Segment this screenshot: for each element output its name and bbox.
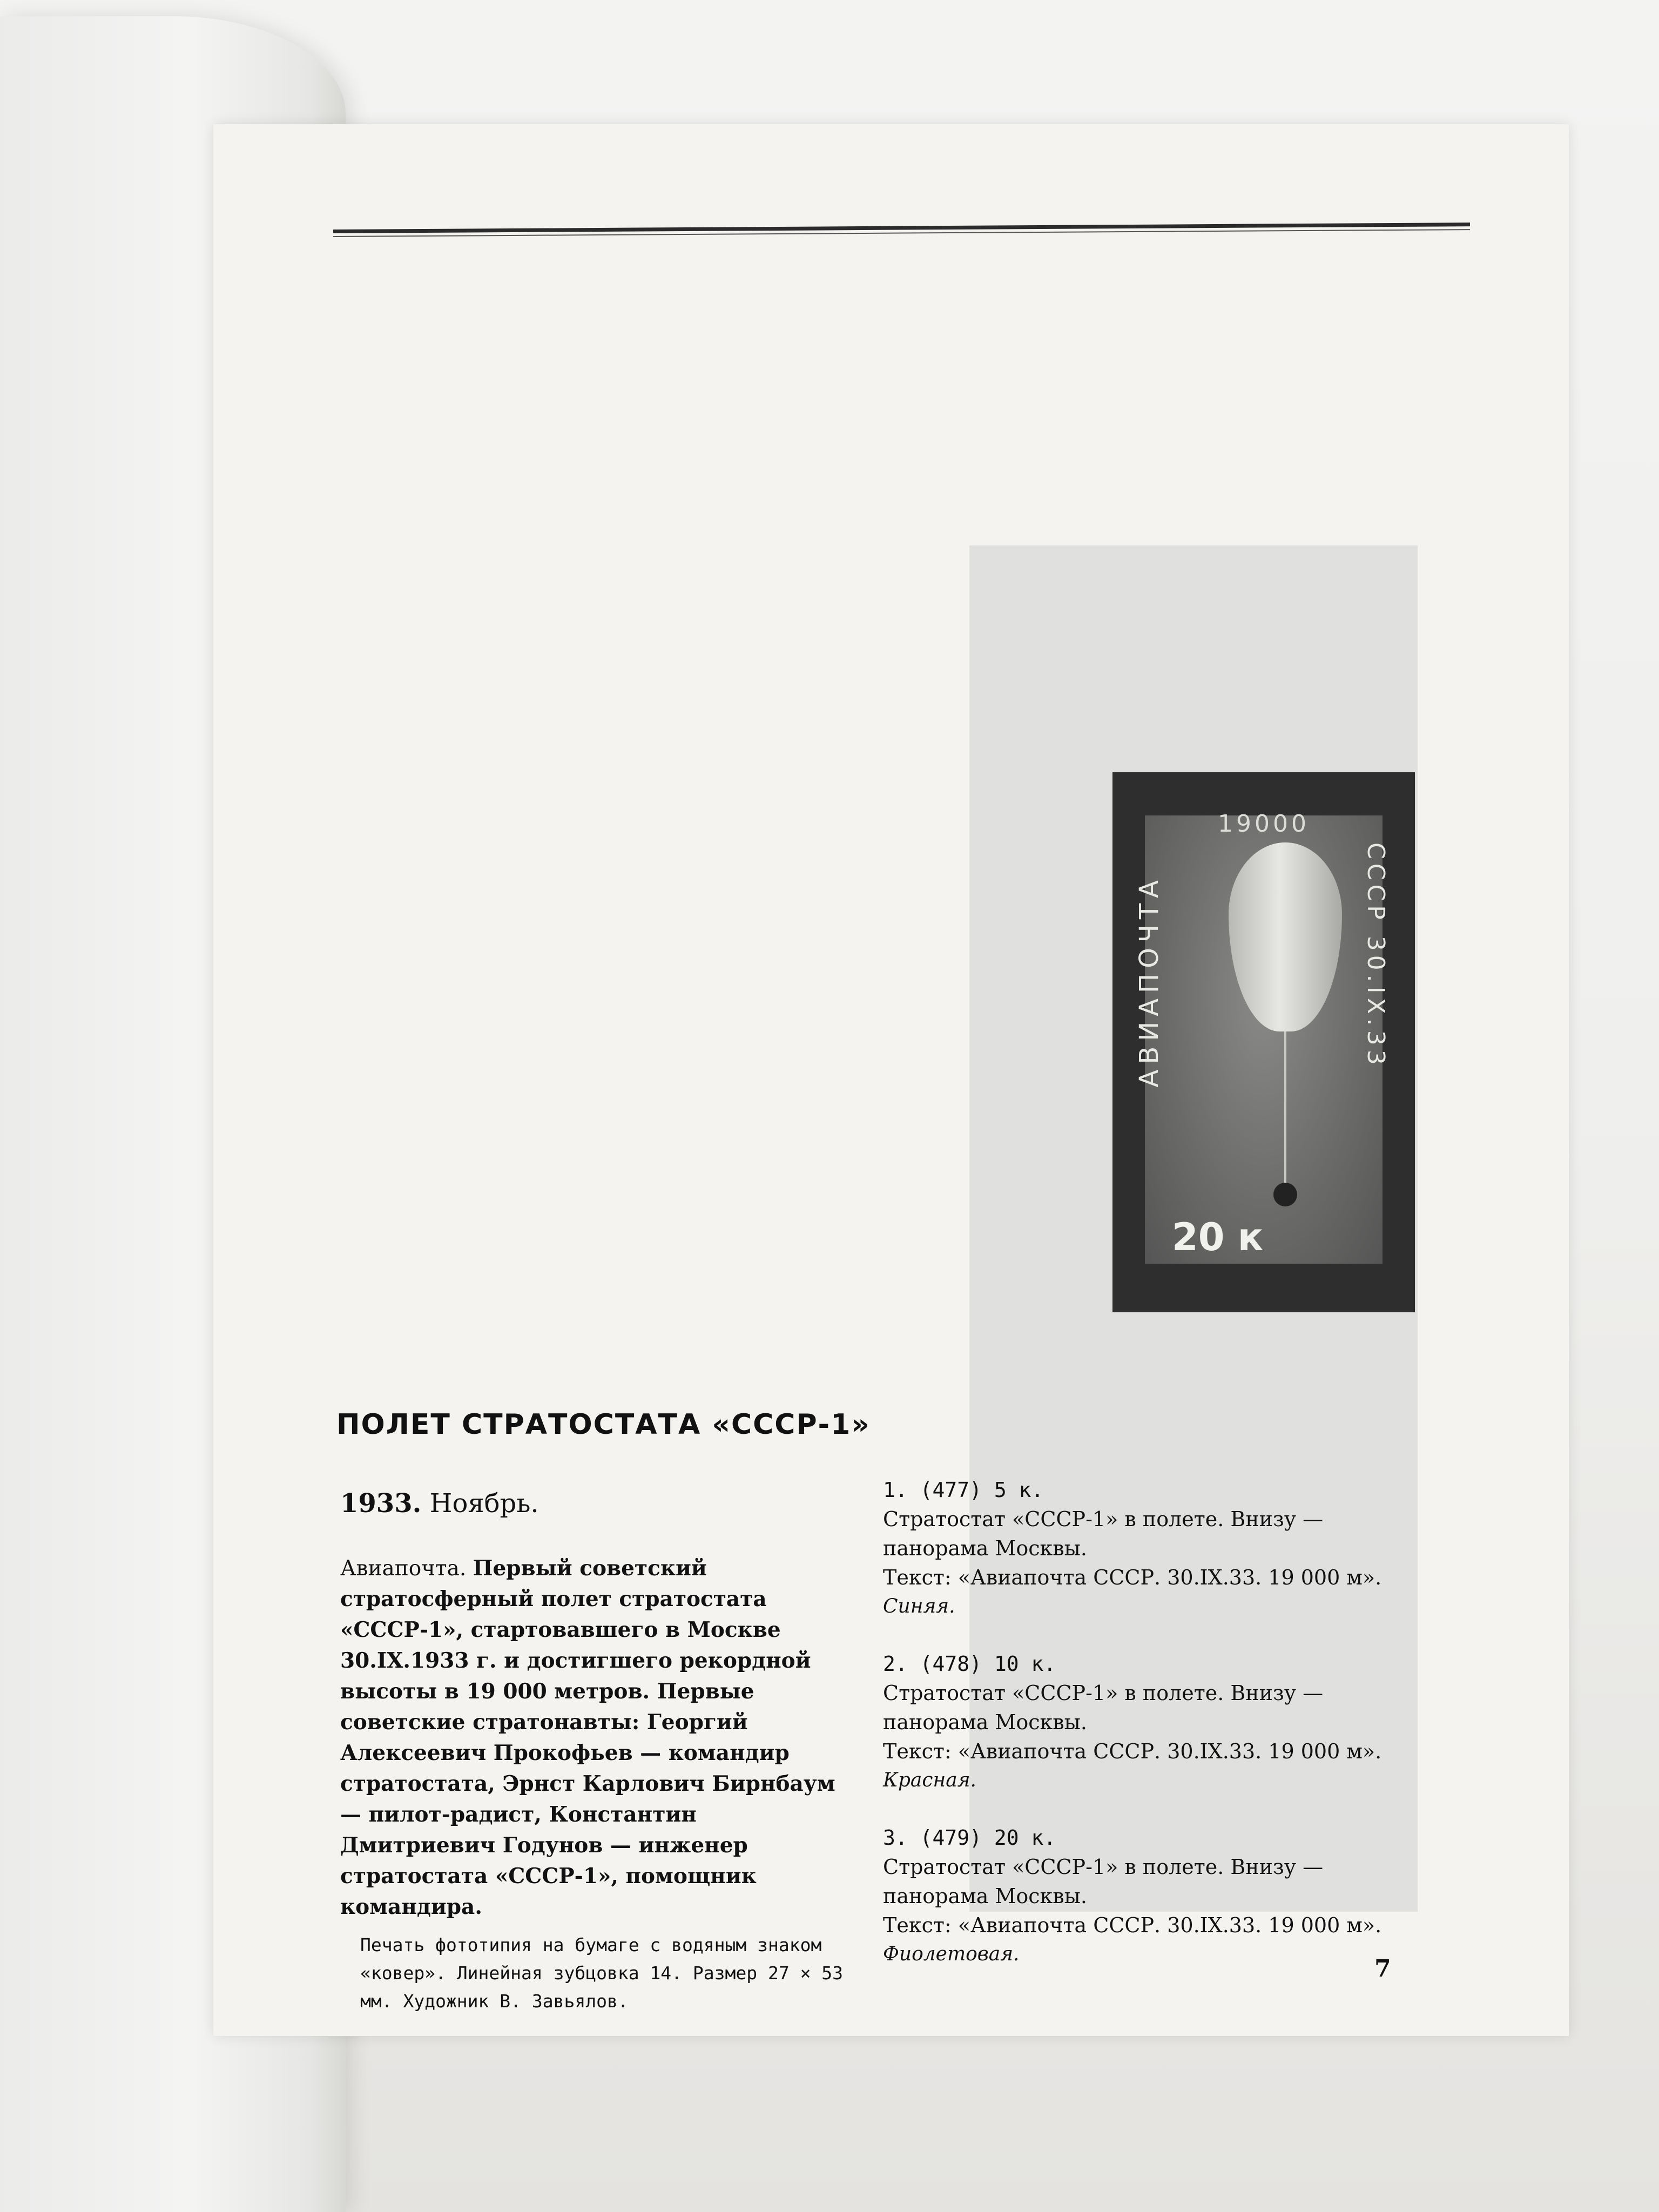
issue-description	[340, 1553, 853, 1923]
entry-color: Красная.	[883, 1769, 976, 1791]
stamp-airmail-text: АВИАПОЧТА	[1134, 875, 1164, 1088]
list-item	[883, 1649, 1418, 1795]
issue-date	[340, 1488, 539, 1519]
entry-number: 2. (478) 10 к.	[883, 1652, 1056, 1676]
description-text: Первый советский стратосферный полет стратостата «СССР-1», стартовавшего в Москве 30.IX.1933 г. и достигшего рекордной высоты в 19 000 метров. Первые советские стратонавты: Георгий Алексеевич Прокофьев — командир стратостата, Эрнст Карлович Бирнбаум — пилот-радист, Константин Дмитриевич Годунов — инженер стратостата «СССР-1», помощник командира.	[340, 1556, 835, 1919]
page-number: 7	[1374, 1955, 1391, 1982]
entry-text: Стратостат «СССР-1» в полете. Внизу — панорама Москвы.	[883, 1681, 1324, 1734]
stamp-country-date-text: СССР 30.IX.33	[1362, 842, 1390, 1069]
entry-number: 3. (479) 20 к.	[883, 1826, 1056, 1850]
list-item	[883, 1823, 1418, 1969]
entry-color: Синяя.	[883, 1595, 955, 1617]
page-title: ПОЛЕТ СТРАТОСТАТА «СССР-1»	[336, 1408, 871, 1441]
entry-color: Фиолетовая.	[883, 1943, 1020, 1965]
entry-text: Стратостат «СССР-1» в полете. Внизу — панорама Москвы.	[883, 1855, 1324, 1908]
issue-month: Ноябрь.	[429, 1488, 539, 1519]
issue-year: 1933.	[340, 1488, 422, 1519]
entry-text: Стратостат «СССР-1» в полете. Внизу — панорама Москвы.	[883, 1507, 1324, 1560]
book-page	[213, 124, 1569, 2036]
entry-legend: Текст: «Авиапочта СССР. 30.IX.33. 19 000 м».	[883, 1913, 1382, 1937]
entry-legend: Текст: «Авиапочта СССР. 30.IX.33. 19 000 м».	[883, 1739, 1382, 1763]
stamp-altitude-text: 19000	[1218, 810, 1310, 838]
top-rule	[333, 222, 1470, 233]
entry-legend: Текст: «Авиапочта СССР. 30.IX.33. 19 000 м».	[883, 1566, 1382, 1589]
stamp-entries-list	[883, 1475, 1418, 1997]
balloon-rope	[1284, 1031, 1286, 1183]
print-note: Печать фототипия на бумаге с водяным знаком «ковер». Линейная зубцовка 14. Размер 27 × 53 мм. Художник В. Завьялов.	[360, 1934, 844, 2012]
gondola-icon	[1273, 1183, 1297, 1206]
description-lead: Авиапочта.	[340, 1556, 467, 1581]
postage-stamp-image	[1112, 772, 1415, 1312]
stamp-denomination: 20 к	[1172, 1215, 1264, 1259]
list-item	[883, 1475, 1418, 1621]
entry-number: 1. (477) 5 к.	[883, 1478, 1044, 1502]
